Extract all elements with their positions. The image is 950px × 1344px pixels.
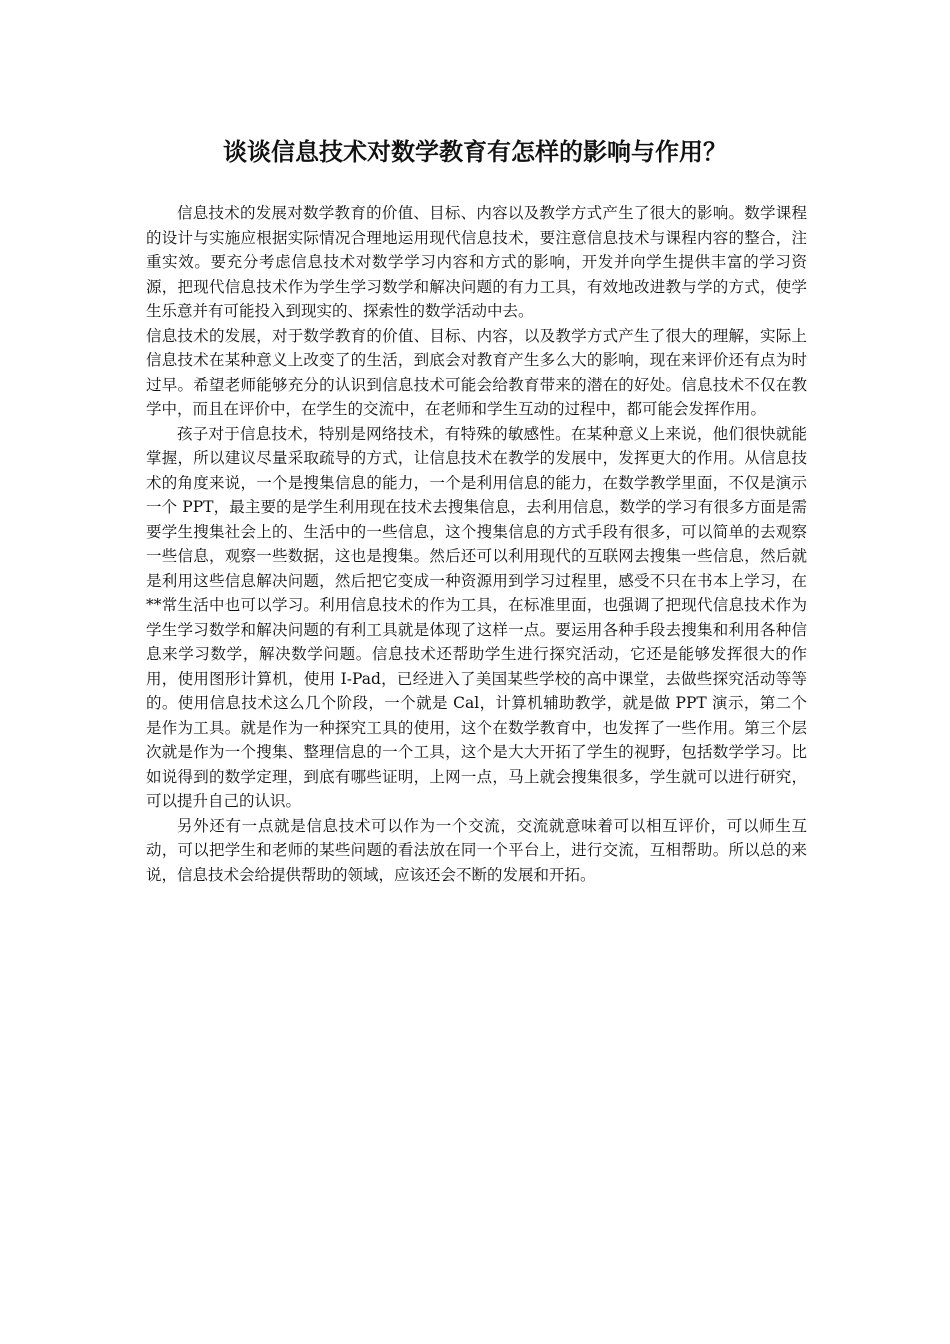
document-title: 谈谈信息技术对数学教育有怎样的影响与作用？ xyxy=(223,138,727,166)
paragraph-1: 信息技术的发展对数学教育的价值、目标、内容以及教学方式产生了很大的影响。数学课程的设计与实施应根据实际情况合理地运用现代信息技术，要注意信息技术与课程内容的整合，注重实效。要充分考虑信息技术对数学学习内容和方式的影响，开发并向学生提供丰富的学习资源，把现代信息技术作为学生学习数学和解决问题的有力工具，有效地改进教与学的方式，使学生乐意并有可能投入到现实的、探索性的数学活动中去。 xyxy=(146,204,807,320)
paragraph-2: 信息技术的发展，对于数学教育的价值、目标、内容，以及教学方式产生了很大的理解，实际上信息技术在某种意义上改变了的生活，到底会对教育产生多么大的影响，现在来评价还有点为时过早。希望老师能够充分的认识到信息技术可能会给教育带来的潜在的好处。信息技术不仅在教学中，而且在评价中，在学生的交流中，在老师和学生互动的过程中，都可能会发挥作用。 xyxy=(146,326,807,418)
paragraph-4: 另外还有一点就是信息技术可以作为一个交流，交流就意味着可以相互评价，可以师生互动，可以把学生和老师的某些问题的看法放在同一个平台上，进行交流，互相帮助。所以总的来说，信息技术会给提供帮助的领域，应该还会不断的发展和开拓。 xyxy=(146,816,807,884)
paragraph-3: 孩子对于信息技术，特别是网络技术，有特殊的敏感性。在某种意义上来说，他们很快就能掌握，所以建议尽量采取疏导的方式，让信息技术在教学的发展中，发挥更大的作用。从信息技术的角度来说，一个是搜集信息的能力，一个是利用信息的能力，在数学教学里面，不仅是演示一个 PPT，最主要的是学生利用现在技术去搜集信息，去利用信息，数学的学习有很多方面是需要学生搜集社会上的、生活中的一些信息，这个搜集信息的方式手段有很多，可以简单的去观察一些信息，观察一些数据，这也是搜集。然后还可以利用现代的互联网去搜集一些信息，然后就是利用这些信息解决问题，然后把它变成一种资源用到学习过程里，感受不只在书本上学习，在**常生活中也可以学习。利用信息技术的作为工具，在标准里面，也强调了把现代信息技术作为学生学习数学和解决问题的有利工具就是体现了这样一点。要运用各种手段去搜集和利用各种信息来学习数学，解决数学问题。信息技术还帮助学生进行探究活动，它还是能够发挥很大的作用，使用图形计算机，使用 I-Pad，已经进入了美国某些学校的高中课堂，去做些探究活动等等的。使用信息技术这么几个阶段，一个就是 Cal，计算机辅助教学，就是做 PPT 演示，第二个是作为工具。就是作为一种探究工具的使用，这个在数学教育中，也发挥了一些作用。第三个层次就是作为一个搜集、整理信息的一个工具，这个是大大开拓了学生的视野，包括数学学习。比如说得到的数学定理，到底有哪些证明，上网一点，马上就会搜集很多，学生就可以进行研究，可以提升自己的认识。 xyxy=(146,424,807,810)
document-body xyxy=(146,201,807,887)
